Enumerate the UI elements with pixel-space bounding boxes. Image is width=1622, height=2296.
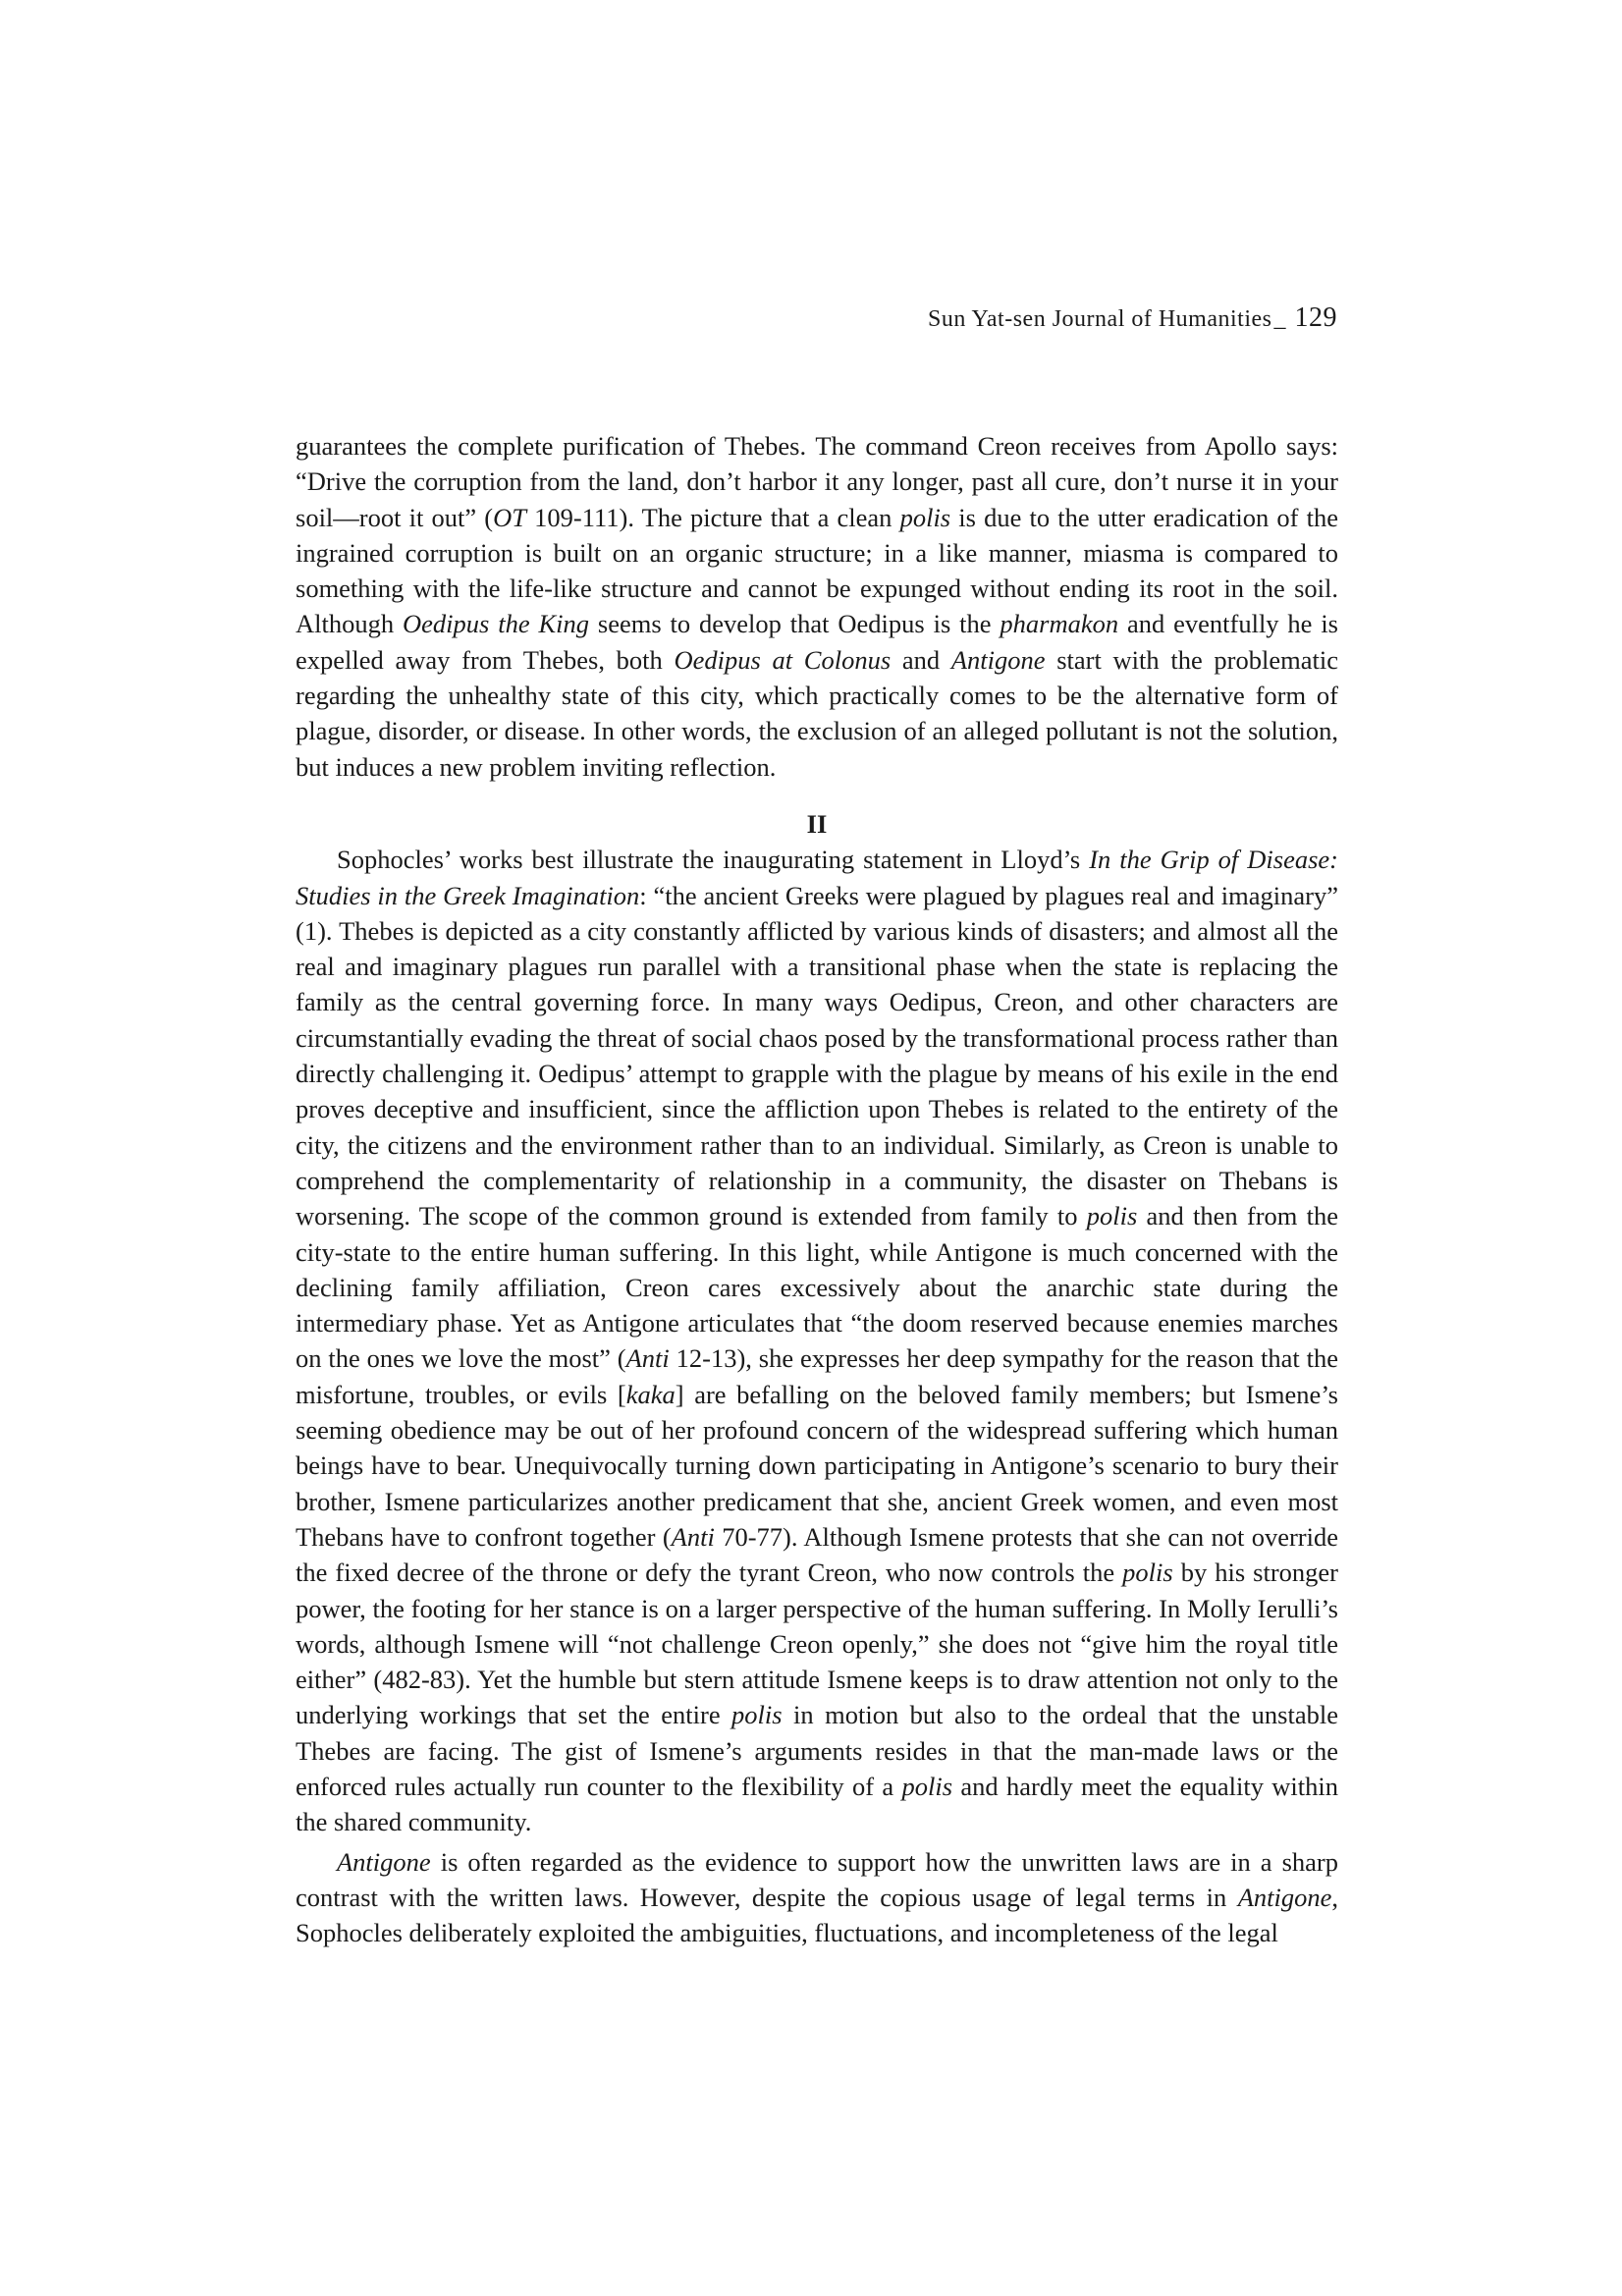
journal-title: Sun Yat-sen Journal of Humanities xyxy=(928,306,1272,332)
page-number: 129 xyxy=(1294,302,1337,333)
article-body xyxy=(296,428,1338,1950)
italic-term: polis xyxy=(901,1771,953,1801)
italic-term: kaka xyxy=(625,1379,676,1409)
italic-term: Antigone xyxy=(337,1846,431,1877)
italic-term: OT xyxy=(493,502,526,532)
italic-term: Anti xyxy=(625,1343,670,1374)
paragraph-sophocles-works: Sophocles’ works best illustrate the inaugurating statement in Lloyd’s In the Grip of Disease: Studies in the Greek Imagination: “the ancient Greeks were plagued by plagues real and imaginary” (1). Thebes is depicted as a city constantly afflicted by various kinds of disasters; and almost all the real and imaginary plagues run parallel with a transitional phase when the state is replacing the family as the central governing force. In many ways Oedipus, Creon, and other characters are circumstantially evading the threat of social chaos posed by the transformational process rather than directly challenging it. Oedipus’ attempt to grapple with the plague by means of his exile in the end proves deceptive and insufficient, since the affliction upon Thebes is related to the entirety of the city, the citizens and the environment rather than to an individual. Similarly, as Creon is unable to comprehend the complementarity of relationship in a community, the disaster on Thebans is worsening. The scope of the common ground is extended from family to polis and then from the city-state to the entire human suffering. In this light, while Antigone is much concerned with the declining family affiliation, Creon cares excessively about the anarchic state during the intermediary phase. Yet as Antigone articulates that “the doom reserved because enemies marches on the ones we love the most” (Anti 12-13), she expresses her deep sympathy for the reason that the misfortune, troubles, or evils [kaka] are befalling on the beloved family members; but Ismene’s seeming obedience may be out of her profound concern of the widespread suffering which human beings have to bear. Unequivocally turning down participating in Antigone’s scenario to bury their brother, Ismene particularizes another predicament that she, ancient Greek women, and even most Thebans have to confront together (Anti 70-77). Although Ismene protests that she can not override the fixed decree of the throne or defy the tyrant Creon, who now controls the polis by his stronger power, the footing for her stance is on a larger perspective of the human suffering. In Molly Ierulli’s words, although Ismene will “not challenge Creon openly,” she does not “give him the royal title either” (482-83). Yet the humble but stern attitude Ismene keeps is to draw attention not only to the underlying workings that set the entire polis in motion but also to the ordeal that the unstable Thebes are facing. The gist of Ismene’s arguments resides in that the man-made laws or the enforced rules actually run counter to the flexibility of a polis and hardly meet the equality within the shared community. xyxy=(296,845,1339,1837)
italic-term: Antigone xyxy=(1237,1882,1332,1912)
italic-term: Antigone xyxy=(950,644,1046,675)
italic-term: polis xyxy=(1122,1558,1173,1588)
italic-term: polis xyxy=(1086,1201,1138,1231)
paragraph-antigone-laws: Antigone is often regarded as the evidence to support how the unwritten laws are in a sharp contrast with the written laws. However, despite the copious usage of legal terms in Antigone, Sophocles deliberately exploited the ambiguities, fluctuations, and incompleteness of the legal xyxy=(296,1846,1338,1948)
italic-term: Anti xyxy=(671,1521,715,1552)
section-heading: II xyxy=(806,808,828,839)
italic-term: In the Grip of Disease: Studies in the Greek Imagination xyxy=(296,845,1338,910)
italic-term: polis xyxy=(731,1700,783,1730)
italic-term: polis xyxy=(899,502,951,532)
header-separator: _ xyxy=(1273,306,1286,332)
italic-term: Oedipus at Colonus xyxy=(674,644,892,675)
italic-term: Oedipus the King xyxy=(403,609,589,639)
running-header xyxy=(928,302,1337,334)
italic-term: pharmakon xyxy=(1000,609,1119,639)
paragraph-continuation: guarantees the complete purification of Thebes. The command Creon receives from Apollo says: “Drive the corruption from the land, don’t harbor it any longer, past all cure, don’t nurse it in your soil—root it out” (OT 109-111). The picture that a clean polis is due to the utter eradication of the ingrained corruption is built on an organic structure; in a like manner, miasma is compared to something with the life-like structure and cannot be expunged without ending its root in the soil. Although Oedipus the King seems to develop that Oedipus is the pharmakon and eventfully he is expelled away from Thebes, both Oedipus at Colonus and Antigone start with the problematic regarding the unhealthy state of this city, which practically comes to be the alternative form of plague, disorder, or disease. In other words, the exclusion of an alleged pollutant is not the solution, but induces a new problem inviting reflection. xyxy=(296,431,1338,782)
